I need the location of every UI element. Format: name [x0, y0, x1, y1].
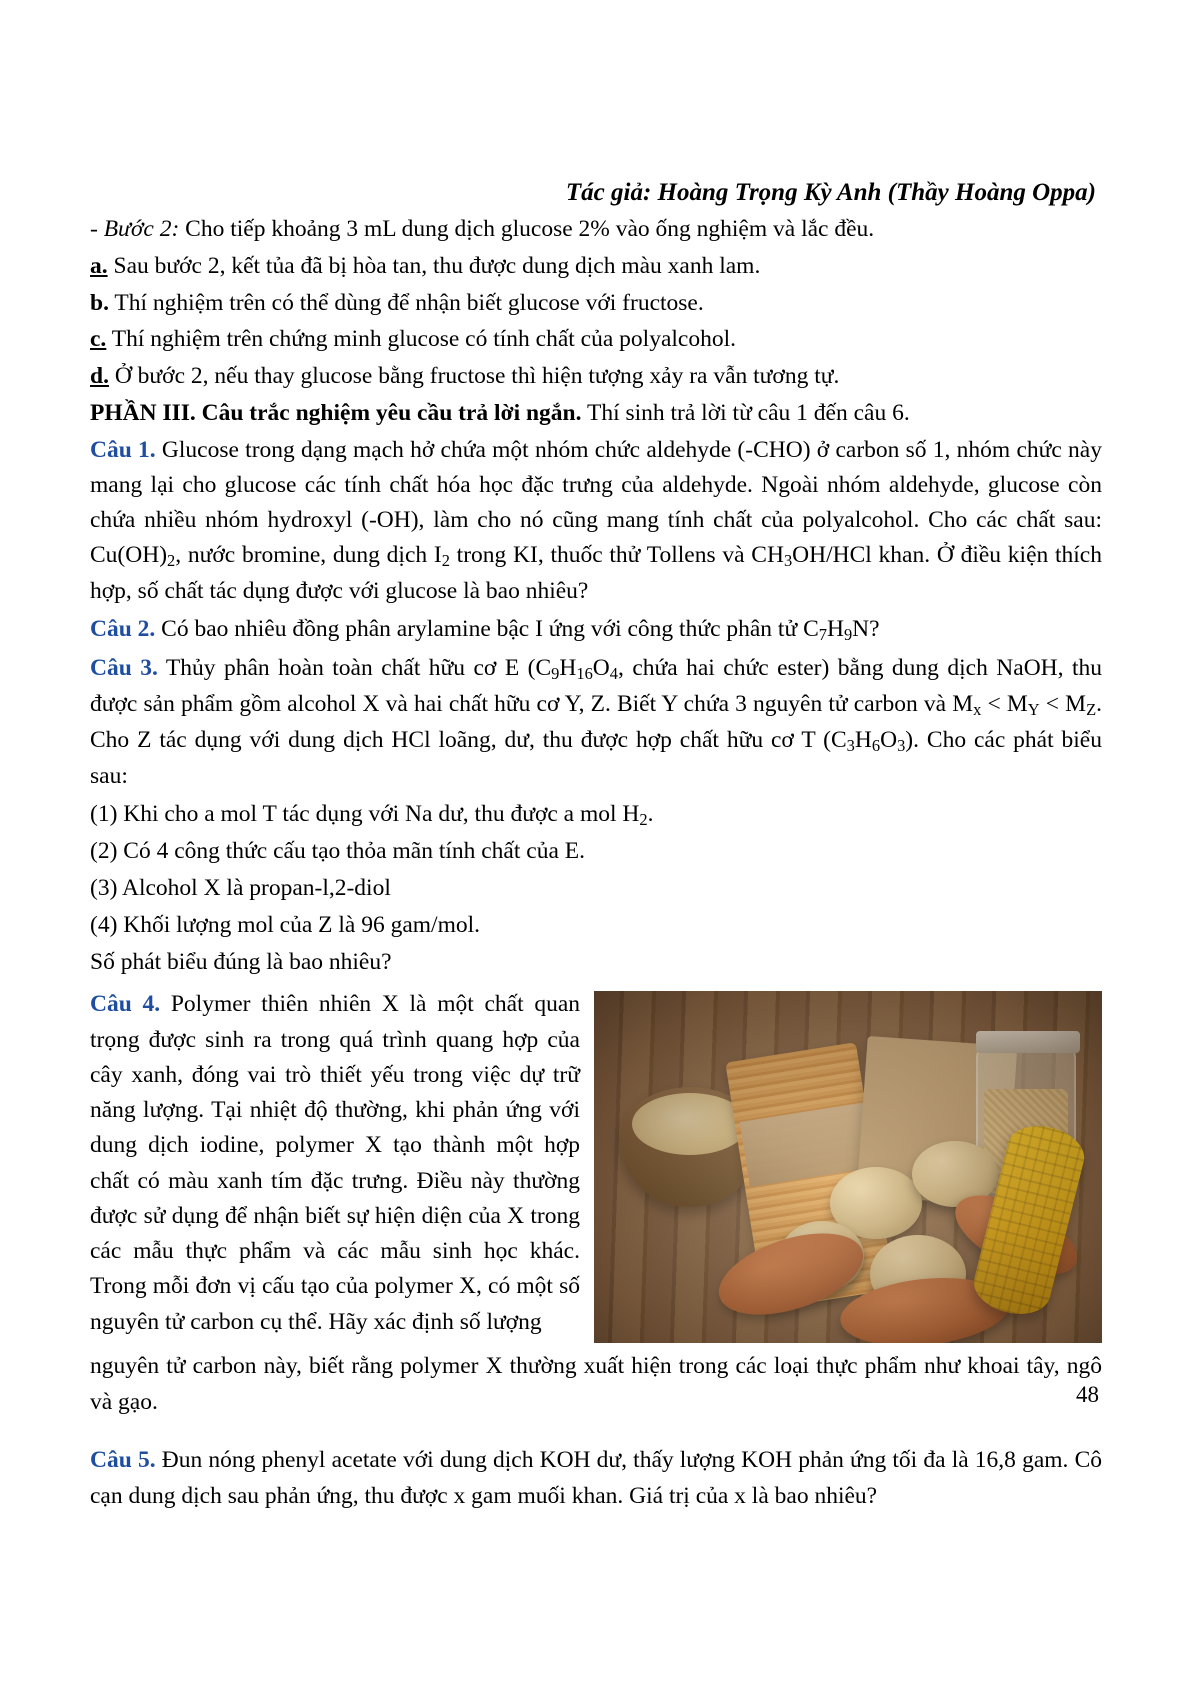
question-1-label: Câu 1.	[90, 436, 156, 463]
option-c-text: Thí nghiệm trên chứng minh glucose có tính chất của polyalcohol.	[106, 326, 736, 353]
question-4-label: Câu 4.	[90, 991, 161, 1018]
option-a-text: Sau bước 2, kết tủa đã bị hòa tan, thu được dung dịch màu xanh lam.	[107, 252, 761, 279]
question-3-statement-4: (4) Khối lượng mol của Z là 96 gam/mol.	[90, 911, 480, 938]
photo-vignette	[594, 991, 1102, 1343]
page-content	[90, 178, 1102, 1517]
section-heading-note: Thí sinh trả lời từ câu 1 đến câu 6.	[581, 399, 910, 426]
question-3-label: Câu 3.	[90, 655, 158, 682]
question-2-text: Có bao nhiêu đồng phân arylamine bậc I ứng với công thức phân tử $C_7H_9N$?	[155, 616, 880, 645]
question-2-label: Câu 2.	[90, 616, 156, 643]
question-1-text: Glucose trong dạng mạch hở chứa một nhóm chức aldehyde (-CHO) ở carbon số 1, nhóm chức này mang lại cho glucose các tính chất hóa học đặc trưng của aldehyde. Ngoài nhóm aldehyde, glucose còn chứa nhiều nhóm hydroxyl (-OH), làm cho nó cũng mang tính chất của polyalcohol. Cho các chất sau: $Cu(OH)_2$, nước bromine, dung dịch $I_2$ trong KI, thuốc thử Tollens và $CH_3OH$/HCl khan. Ở điều kiện thích hợp, số chất tác dụng được với glucose là bao nhiêu?	[90, 436, 1102, 605]
option-b-text: Thí nghiệm trên có thể dùng để nhận biết glucose với fructose.	[108, 289, 704, 316]
question-3-statement-1: (1) Khi cho a mol T tác dụng với Na dư, thu được a mol $H_2$.	[90, 800, 654, 829]
step-2-label: - Bước 2:	[90, 216, 180, 242]
question-1	[90, 433, 1102, 610]
option-d-text: Ở bước 2, nếu thay glucose bằng fructose thì hiện tượng xảy ra vẫn tương tự.	[108, 363, 840, 390]
question-3-statement-3: (3) Alcohol X là propan-l,2-diol	[90, 874, 391, 901]
question-4-text-continued: nguyên tử carbon này, biết rằng polymer X thường xuất hiện trong các loại thực phẩm như khoai tây, ngô và gạo.	[90, 1353, 1102, 1415]
author-line: Tác giả: Hoàng Trọng Kỳ Anh (Thầy Hoàng Oppa)	[565, 179, 1096, 206]
question-4-text: Polymer thiên nhiên X là một chất quan trọng được sinh ra trong quá trình quang hợp của cây xanh, đóng vai trò thiết yếu trong việc dự trữ năng lượng. Tại nhiệt độ thường, khi phản ứng với dung dịch iodine, polymer X tạo thành một hợp chất có màu xanh tím đặc trưng. Điều này thường được sử dụng để nhận biết sự hiện diện của X trong các mẫu thực phẩm và các mẫu sinh học khác. Trong mỗi đơn vị cấu tạo của polymer X, có một số nguyên tử carbon cụ thể. Hãy xác định số lượng	[90, 991, 581, 1335]
option-d	[90, 359, 1102, 394]
question-3	[90, 651, 1102, 794]
step-2-line	[90, 212, 1102, 247]
question-5	[90, 1443, 1102, 1514]
question-3-statement-2: (2) Có 4 công thức cấu tạo thỏa mãn tính chất của E.	[90, 838, 585, 865]
option-b	[90, 286, 1102, 321]
question-3-text: Thủy phân hoàn toàn chất hữu cơ E ($C_9H_{16}O_4$, chứa hai chức ester) bằng dung dịch NaOH, thu được sản phẩm gồm alcohol X và hai chất hữu cơ Y, Z. Biết Y chứa 3 nguyên tử carbon và $M_x < M_Y < M_Z$. Cho Z tác dụng với dung dịch HCl loãng, dư, thu được hợp chất hữu cơ T $(C_3H_6O_3)$. Cho các phát biểu sau:	[90, 655, 1103, 789]
option-d-letter: d.	[90, 363, 109, 390]
option-c-letter: c.	[90, 326, 107, 353]
question-5-label: Câu 5.	[90, 1447, 156, 1474]
page-number: 48	[1076, 1382, 1099, 1407]
step-2-text: Cho tiếp khoảng 3 mL dung dịch glucose 2% vào ống nghiệm và lắc đều.	[179, 216, 875, 242]
option-c	[90, 322, 1102, 357]
question-3-final-question: Số phát biểu đúng là bao nhiêu?	[90, 948, 392, 975]
food-photo-starch-sources	[594, 991, 1102, 1343]
question-2	[90, 612, 1102, 648]
section-heading-label: PHẦN III. Câu trắc nghiệm yêu cầu trả lời ngắn.	[90, 399, 582, 426]
option-a-letter: a.	[90, 252, 108, 279]
question-4-block	[90, 987, 1102, 1347]
option-a	[90, 249, 1102, 284]
option-b-letter: b.	[90, 289, 109, 316]
section-heading-part-3	[90, 396, 1102, 431]
question-5-text: Đun nóng phenyl acetate với dung dịch KOH dư, thấy lượng KOH phản ứng tối đa là 16,8 gam. Cô cạn dung dịch sau phản ứng, thu được x gam muối khan. Giá trị của x là bao nhiêu?	[90, 1447, 1102, 1509]
